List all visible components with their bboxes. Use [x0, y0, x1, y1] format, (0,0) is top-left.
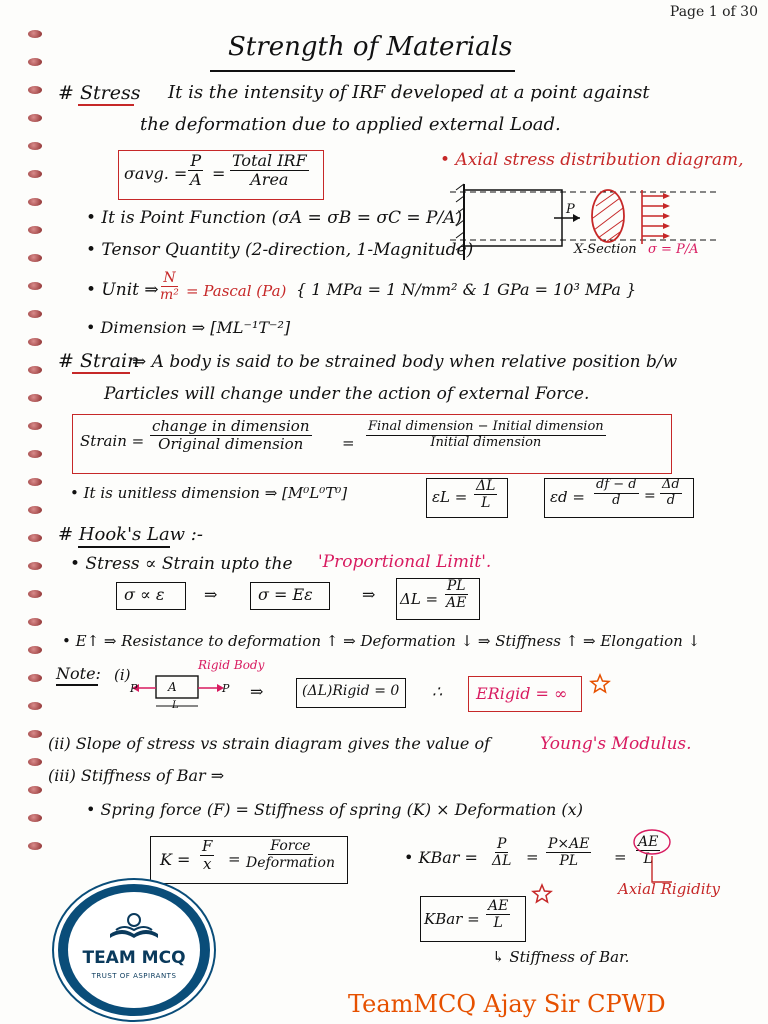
spiral-ring: [28, 86, 42, 94]
eps-d-frac1: [594, 478, 639, 509]
spiral-ring: [28, 30, 42, 38]
footer-credit: TeamMCQ Ajay Sir CPWD: [348, 990, 666, 1018]
frac-num: N: [163, 270, 176, 286]
k-frac1: [200, 838, 214, 874]
rigid-body-diagram: [126, 668, 236, 714]
stress-underline: [78, 104, 134, 106]
spiral-ring: [28, 366, 42, 374]
frac-den: L: [493, 915, 503, 932]
spiral-ring: [28, 170, 42, 178]
rigid-a-label: A: [168, 680, 177, 694]
strain-definition-2: Particles will change under the action of external Force.: [104, 384, 590, 404]
spiral-ring: [28, 702, 42, 710]
spiral-ring: [28, 282, 42, 290]
star-icon-2: [532, 884, 552, 904]
point-function: • It is Point Function (σA = σB = σC = P/A): [86, 208, 463, 228]
frac-den: L: [481, 495, 491, 512]
stress-arrowheads: [663, 193, 670, 239]
hooke-heading: # Hook's Law :-: [58, 524, 203, 545]
stress-heading: # Stress: [58, 82, 141, 104]
kbar-result-lhs: KBar =: [424, 910, 480, 928]
frac-den: x: [202, 855, 212, 874]
kbar-eq1: =: [526, 848, 539, 866]
spiral-ring: [28, 394, 42, 402]
spiral-ring: [28, 478, 42, 486]
strain-definition-1: ⇒ A body is said to be strained body when relative position b/w: [132, 352, 678, 372]
axial-rigidity-label: Axial Rigidity: [618, 880, 720, 898]
strain-eq: =: [342, 434, 355, 452]
bar-rect: [464, 190, 562, 246]
kbar-result-frac: [486, 898, 510, 931]
frac-num: P: [497, 836, 507, 852]
frac-num: PL: [446, 578, 466, 594]
spiral-ring: [28, 842, 42, 850]
frac-den: Original dimension: [158, 435, 304, 454]
rel2: σ = Eε: [258, 585, 313, 604]
tensor-quantity: • Tensor Quantity (2-direction, 1-Magnitude): [86, 240, 474, 260]
dl-lhs: ΔL =: [400, 590, 439, 608]
kbar-eq2: =: [614, 848, 627, 866]
strain-heading: # Strain: [58, 350, 140, 372]
stiffness-of-bar: ↳ Stiffness of Bar.: [492, 948, 630, 966]
logo-title: TEAM MCQ: [82, 948, 186, 968]
rigid-rect: [156, 676, 198, 698]
stress-definition-2: the deformation due to applied external Load.: [140, 114, 561, 135]
stress-definition-1: It is the intensity of IRF developed at a point against: [168, 82, 650, 103]
diagram-sigma-label: σ = P/A: [648, 242, 699, 257]
unit-conversions: { 1 MPa = 1 N/mm² & 1 GPa = 10³ MPa }: [296, 280, 637, 299]
spiral-ring: [28, 646, 42, 654]
book-icon: [106, 912, 162, 942]
frac-den: PL: [559, 853, 579, 870]
spiral-ring: [28, 114, 42, 122]
frac-den: L: [643, 851, 653, 868]
eps-d-lhs: εd =: [550, 488, 585, 506]
frac-num: Final dimension − Initial dimension: [368, 419, 604, 434]
rel1: σ ∝ ε: [124, 585, 165, 604]
team-mcq-logo: [54, 880, 214, 1020]
frac-num: Total IRF: [232, 151, 307, 170]
spiral-ring: [28, 618, 42, 626]
eps-d-frac2: [660, 478, 682, 509]
axial-stress-diagram: [450, 176, 720, 276]
eps-l-frac: [474, 478, 497, 511]
k-eq: =: [228, 850, 241, 868]
frac-num: P×AE: [548, 836, 590, 852]
frac-den: Deformation: [246, 855, 335, 872]
k-lhs: K =: [160, 850, 191, 869]
frac-den: d: [612, 492, 621, 508]
frac-den: AE: [446, 595, 467, 612]
frac-num: P: [190, 151, 202, 170]
frac-den: A: [190, 170, 202, 190]
rigid-arrow: ⇒: [250, 682, 264, 701]
logo-tagline: TRUST OF ASPIRANTS: [91, 972, 177, 980]
stress-formula-frac1: [188, 152, 204, 190]
spiral-ring: [28, 142, 42, 150]
frac-den: m²: [160, 287, 179, 304]
spiral-ring: [28, 786, 42, 794]
rigid-dl: (ΔL)Rigid = 0: [302, 683, 400, 699]
spiral-ring: [28, 814, 42, 822]
page-indicator: Page 1 of 30: [669, 4, 758, 20]
spiral-ring: [28, 338, 42, 346]
note-label: Note:: [56, 664, 101, 683]
spiral-ring: [28, 730, 42, 738]
e-rigid: ERigid = ∞: [476, 684, 568, 703]
stress-formula-lhs: σavg. =: [124, 164, 188, 183]
spiral-ring: [28, 198, 42, 206]
spiral-ring: [28, 226, 42, 234]
therefore-symbol: ∴: [432, 682, 443, 701]
strain-frac2: [366, 420, 606, 451]
rigid-body-label: Rigid Body: [198, 658, 265, 672]
frac-num: F: [202, 837, 213, 855]
kbar-frac2: [546, 836, 591, 869]
spiral-ring: [28, 506, 42, 514]
stress-formula-frac2: [230, 152, 309, 190]
frac-den: Initial dimension: [430, 434, 542, 450]
axial-rigidity-pointer: [652, 856, 672, 882]
unit-pascal: = Pascal (Pa): [186, 282, 287, 300]
rigid-p-right: P: [222, 682, 230, 695]
frac-num: df − d: [596, 477, 637, 492]
page-title: Strength of Materials: [228, 32, 513, 62]
spiral-ring: [28, 422, 42, 430]
strain-lhs: Strain =: [80, 432, 145, 450]
eps-d-eq: =: [644, 488, 656, 504]
strain-underline: [72, 372, 130, 374]
axial-stress-note: • Axial stress distribution diagram,: [440, 150, 744, 170]
frac-num: Force: [270, 838, 311, 854]
diagram-xsection-label: X-Section: [574, 242, 637, 257]
kbar-lhs: • KBar =: [404, 848, 478, 867]
rigid-p-left: P: [130, 682, 138, 695]
hooke-underline: [78, 546, 170, 548]
spiral-ring: [28, 590, 42, 598]
note-ii: (ii) Slope of stress vs strain diagram gives the value of: [48, 734, 491, 753]
rel-arrow-2: ⇒: [362, 585, 376, 604]
logo-inner: [68, 892, 200, 1008]
frac-num: change in dimension: [152, 417, 310, 435]
frac-num: AE: [638, 834, 659, 850]
frac-den: Area: [250, 170, 289, 190]
strain-unitless: • It is unitless dimension ⇒ [M⁰L⁰T⁰]: [70, 484, 348, 502]
frac-num: AE: [488, 898, 509, 914]
unit-label: • Unit ⇒: [86, 280, 159, 300]
dimension: • Dimension ⇒ [ML⁻¹T⁻²]: [86, 318, 291, 337]
diagram-load-p: P: [566, 202, 575, 217]
youngs-modulus: Young's Modulus.: [540, 734, 692, 754]
stress-formula-eq: =: [212, 164, 226, 183]
spiral-ring: [28, 534, 42, 542]
star-icon: [590, 674, 610, 694]
hooke-line1: • Stress ∝ Strain upto the: [70, 554, 293, 574]
spiral-ring: [28, 674, 42, 682]
unit-frac: [158, 270, 181, 303]
e-relationship: • E↑ ⇒ Resistance to deformation ↑ ⇒ Deformation ↓ ⇒ Stiffness ↑ ⇒ Elongation ↓: [62, 632, 701, 650]
note-i: (i): [114, 666, 131, 684]
spring-force: • Spring force (F) = Stiffness of spring (K) × Deformation (x): [86, 800, 583, 819]
frac-den: d: [666, 492, 676, 508]
note-iii: (iii) Stiffness of Bar ⇒: [48, 766, 225, 785]
spiral-ring: [28, 562, 42, 570]
rigid-l-label: L: [172, 700, 179, 711]
spiral-ring: [28, 758, 42, 766]
title-underline: [210, 70, 515, 72]
frac-den: ΔL: [492, 853, 512, 870]
kbar-frac1: [490, 836, 513, 869]
frac-num: Δd: [662, 477, 680, 492]
spiral-ring: [28, 58, 42, 66]
dl-frac: [444, 578, 468, 611]
k-frac2: [244, 838, 337, 871]
proportional-limit: 'Proportional Limit'.: [318, 552, 492, 572]
eps-l-lhs: εL =: [432, 488, 468, 506]
rel-arrow-1: ⇒: [204, 585, 218, 604]
strain-frac1: [150, 418, 312, 454]
frac-num: ΔL: [476, 478, 496, 494]
spiral-ring: [28, 450, 42, 458]
spiral-ring: [28, 254, 42, 262]
spiral-ring: [28, 310, 42, 318]
ae-circle: [634, 830, 670, 854]
note-underline: [56, 684, 98, 686]
